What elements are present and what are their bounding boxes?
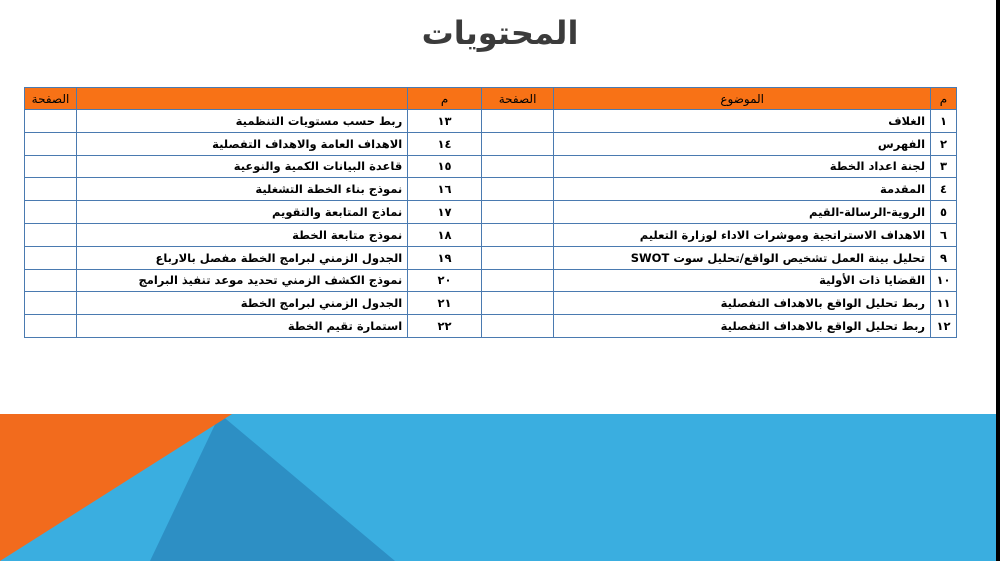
row-number: ١٢	[931, 315, 957, 338]
table-row	[25, 201, 957, 224]
row-topic: الغلاف	[554, 110, 931, 133]
row-topic: القضايا ذات الأولية	[554, 269, 931, 292]
table-row	[25, 246, 957, 269]
row-topic-2: الاهداف العامة والاهداف التفصلية	[77, 132, 408, 155]
row-number: ١١	[931, 292, 957, 315]
row-topic-2: نموذج متابعة الخطة	[77, 223, 408, 246]
row-topic-2: نماذج المتابعة والتقويم	[77, 201, 408, 224]
row-page	[481, 223, 554, 246]
row-topic: المقدمة	[554, 178, 931, 201]
row-topic: الروية-الرسالة-القيم	[554, 201, 931, 224]
header-topic-2	[77, 88, 408, 110]
row-page-2	[25, 315, 77, 338]
row-topic-2: استمارة تقيم الخطة	[77, 315, 408, 338]
row-number-2: ٢٠	[408, 269, 482, 292]
row-page	[481, 269, 554, 292]
row-number: ٢	[931, 132, 957, 155]
row-topic-2: ربط حسب مستويات التنظمية	[77, 110, 408, 133]
row-page	[481, 178, 554, 201]
row-page-2	[25, 178, 77, 201]
row-number: ٣	[931, 155, 957, 178]
row-number: ٦	[931, 223, 957, 246]
table-row	[25, 315, 957, 338]
row-topic: ربط تحليل الواقع بالاهداف التفصلية	[554, 315, 931, 338]
row-number: ٥	[931, 201, 957, 224]
row-page-2	[25, 155, 77, 178]
row-page	[481, 155, 554, 178]
table-row	[25, 178, 957, 201]
row-topic-2: الجدول الزمني لبرامج الخطة مفصل بالارباع	[77, 246, 408, 269]
row-number-2: ٢١	[408, 292, 482, 315]
row-topic-2: الجدول الزمني لبرامج الخطة	[77, 292, 408, 315]
row-page-2	[25, 292, 77, 315]
row-number-2: ١٧	[408, 201, 482, 224]
row-number-2: ١٨	[408, 223, 482, 246]
table-header-row	[25, 88, 957, 110]
slide-right-border	[996, 0, 1000, 561]
row-topic: تحليل بينة العمل تشخيص الواقع/تحليل سوت SWOT	[554, 246, 931, 269]
row-number: ٤	[931, 178, 957, 201]
row-number-2: ١٣	[408, 110, 482, 133]
row-number-2: ١٦	[408, 178, 482, 201]
table-row	[25, 155, 957, 178]
row-number-2: ١٩	[408, 246, 482, 269]
row-page-2	[25, 201, 77, 224]
header-page-2: الصفحة	[25, 88, 77, 110]
row-number-2: ٢٢	[408, 315, 482, 338]
row-number: ٩	[931, 246, 957, 269]
row-number: ١٠	[931, 269, 957, 292]
table-row	[25, 132, 957, 155]
header-topic: الموضوع	[554, 88, 931, 110]
row-page	[481, 315, 554, 338]
row-page-2	[25, 223, 77, 246]
row-number: ١	[931, 110, 957, 133]
row-topic-2: نموذج بناء الخطة التشغلية	[77, 178, 408, 201]
row-number-2: ١٥	[408, 155, 482, 178]
row-topic-2: قاعدة البيانات الكمية والنوعية	[77, 155, 408, 178]
table-row	[25, 292, 957, 315]
row-number-2: ١٤	[408, 132, 482, 155]
header-number: م	[931, 88, 957, 110]
row-page-2	[25, 246, 77, 269]
contents-table	[24, 87, 957, 338]
row-page	[481, 132, 554, 155]
row-topic: الفهرس	[554, 132, 931, 155]
row-page-2	[25, 132, 77, 155]
row-page	[481, 292, 554, 315]
header-number-2: م	[408, 88, 482, 110]
row-page	[481, 201, 554, 224]
table-row	[25, 269, 957, 292]
table-row	[25, 110, 957, 133]
row-page	[481, 246, 554, 269]
row-topic: ربط تحليل الواقع بالاهداف التفصلية	[554, 292, 931, 315]
row-page-2	[25, 110, 77, 133]
row-topic: لجنة اعداد الخطة	[554, 155, 931, 178]
row-topic-2: نموذج الكشف الزمني تحديد موعد تنفيذ البرامج	[77, 269, 408, 292]
row-page	[481, 110, 554, 133]
table-row	[25, 223, 957, 246]
page-title: المحتويات	[421, 14, 579, 52]
row-page-2	[25, 269, 77, 292]
row-topic: الاهداف الاستراتجية وموشرات الاداء لوزارة التعليم	[554, 223, 931, 246]
header-page: الصفحة	[481, 88, 554, 110]
